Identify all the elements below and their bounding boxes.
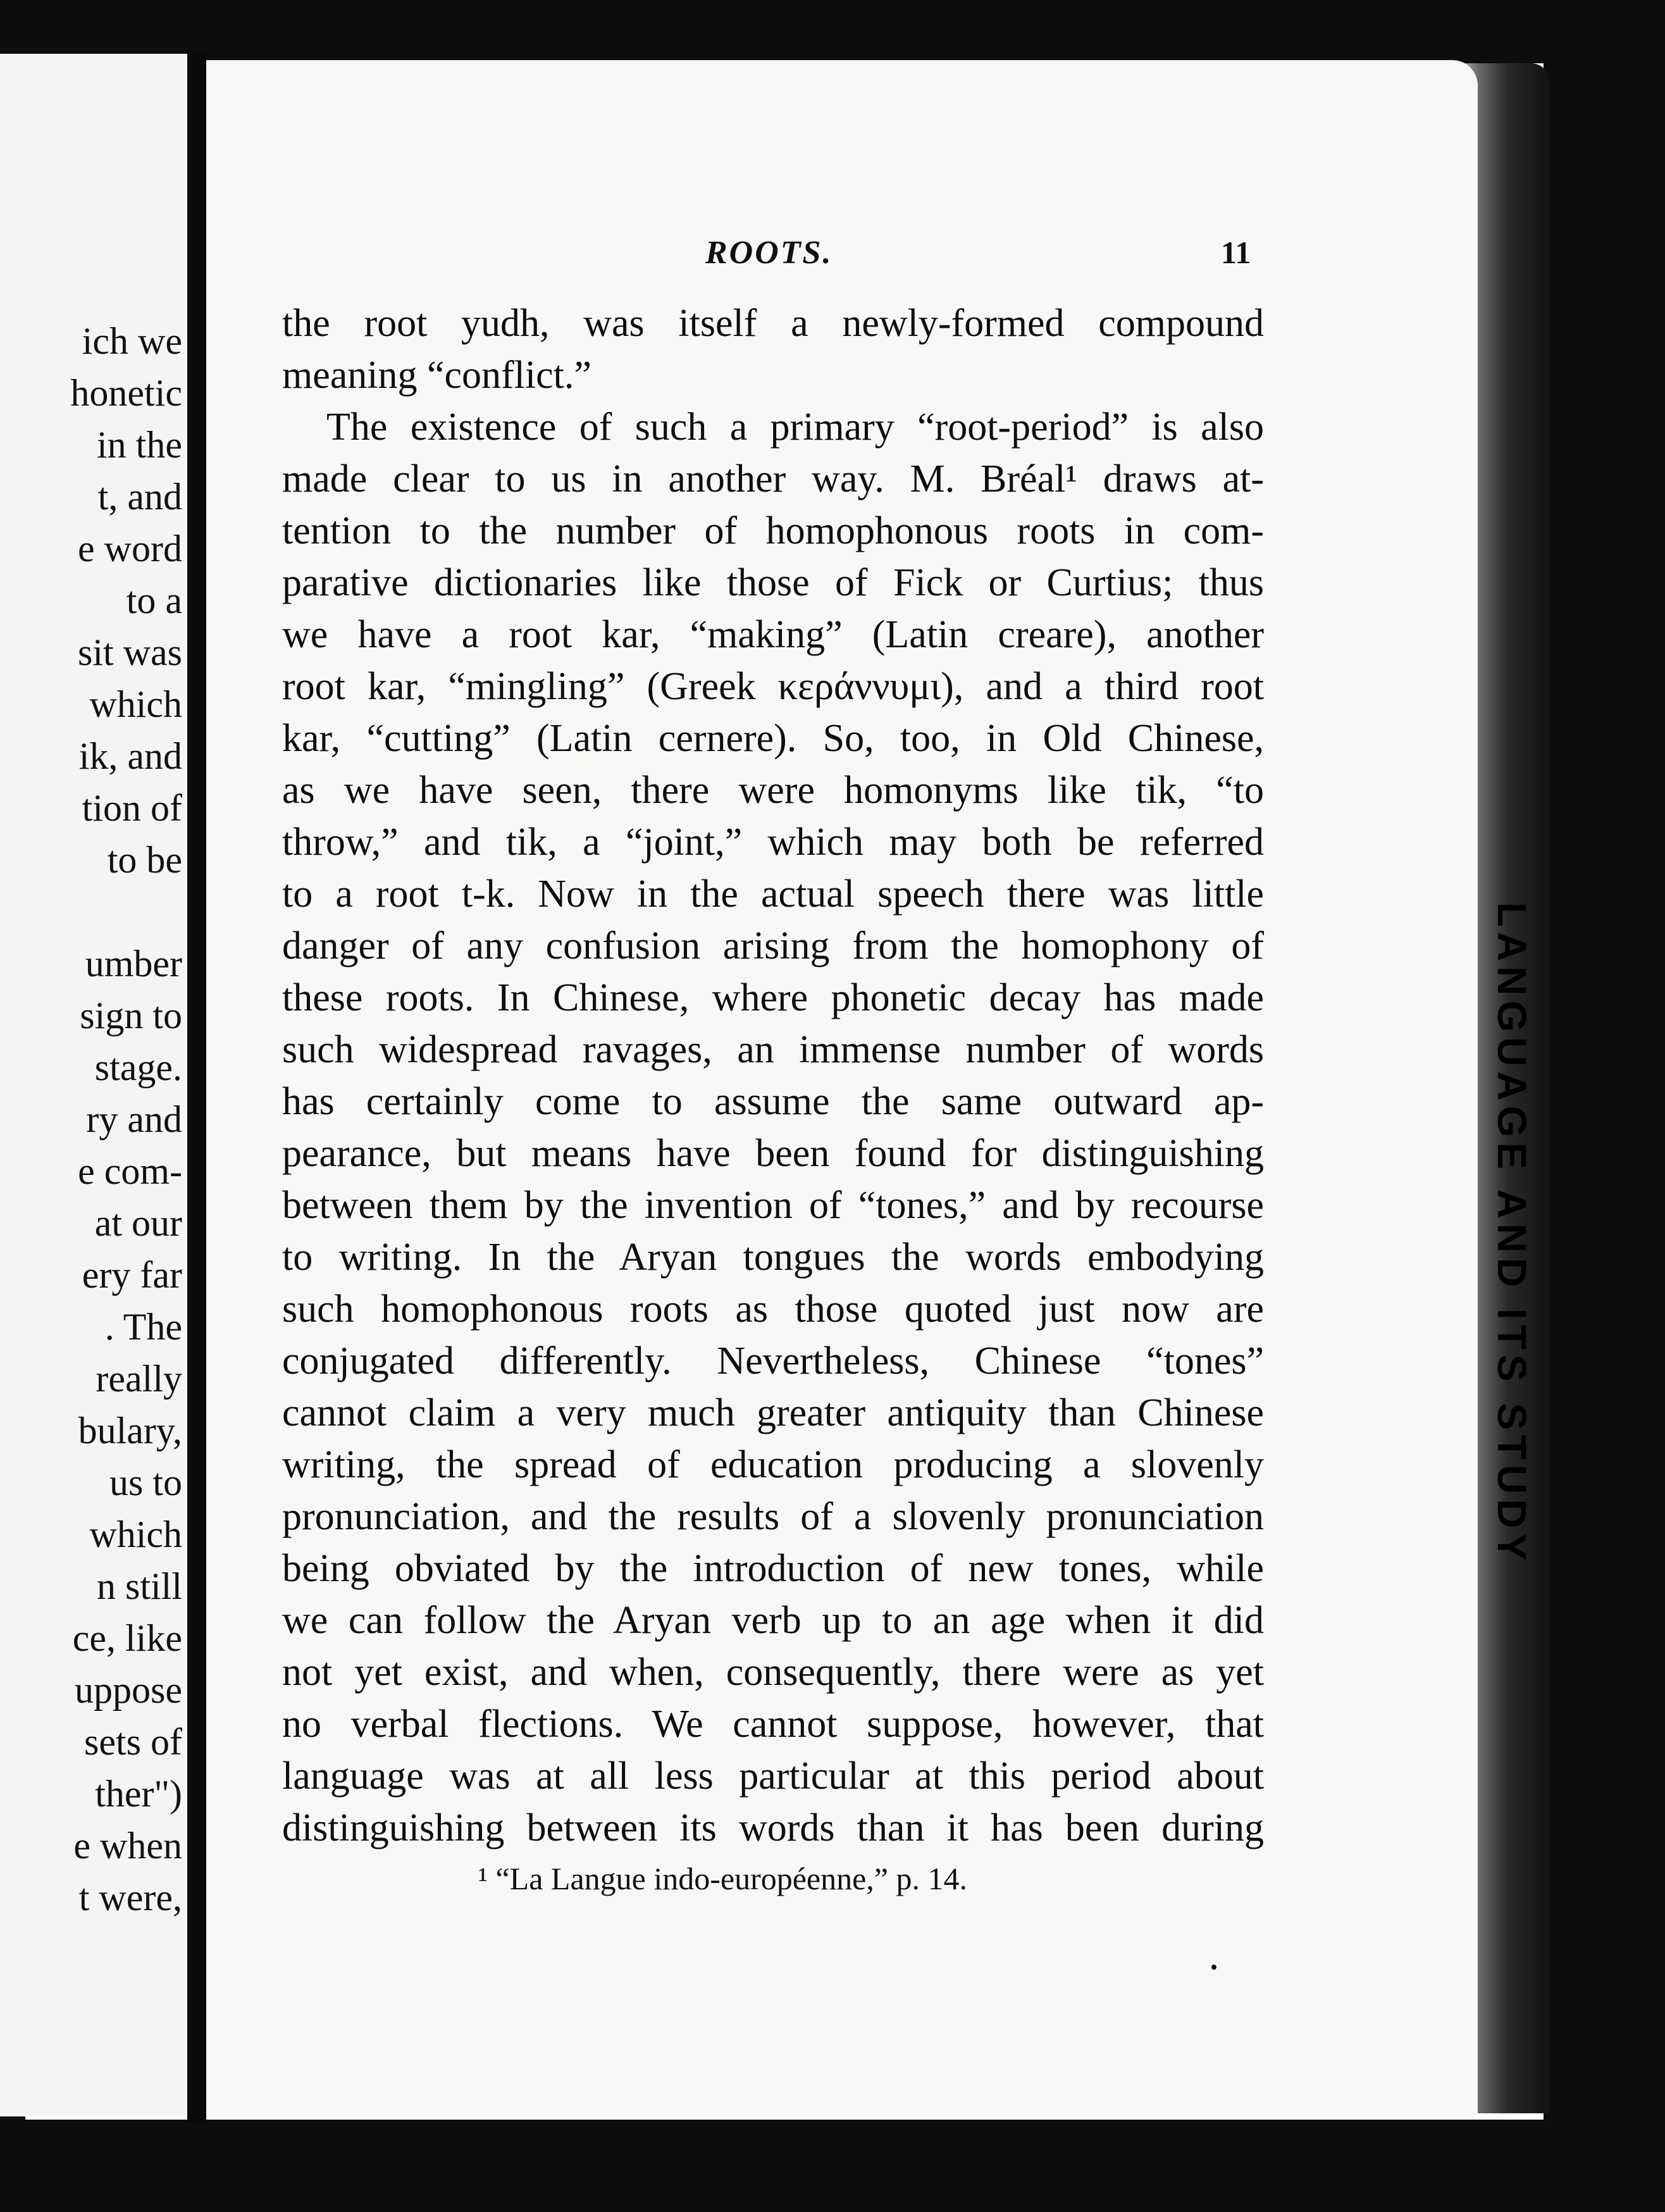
- text-line: we can follow the Aryan verb up to an age when it did: [282, 1599, 1264, 1642]
- text-line: danger of any confusion arising from the homophony of: [282, 924, 1264, 967]
- scan-background-right: [1544, 0, 1665, 2212]
- left-page-line: us to: [109, 1462, 182, 1503]
- left-page-line: in the: [97, 424, 182, 466]
- text-line: not yet exist, and when, consequently, there were as yet: [282, 1651, 1264, 1694]
- left-page-line: sit was: [78, 631, 182, 673]
- text-line: the root yudh, was itself a newly-formed compound: [282, 302, 1264, 345]
- text-line: such homophonous roots as those quoted just now are: [282, 1288, 1264, 1331]
- left-page-line: stage.: [94, 1047, 182, 1088]
- text-line: throw,” and tik, a “joint,” which may both be referred: [282, 821, 1264, 864]
- text-line: cannot claim a very much greater antiquity than Chinese: [282, 1391, 1264, 1434]
- text-line: writing, the spread of education producing a slovenly: [282, 1443, 1264, 1486]
- left-page-line: . The: [104, 1306, 182, 1348]
- text-line: tention to the number of homophonous roots in com-: [282, 509, 1264, 552]
- left-page-line: bulary,: [78, 1410, 182, 1451]
- text-line: kar, “cutting” (Latin cernere). So, too, in Old Chinese,: [282, 717, 1264, 760]
- text-line: as we have seen, there were homonyms like tik, “to: [282, 769, 1264, 812]
- text-line: pronunciation, and the results of a slovenly pronunciation: [282, 1495, 1264, 1538]
- left-page-line: to a: [126, 580, 182, 621]
- text-line: between them by the invention of “tones,” and by recourse: [282, 1184, 1264, 1227]
- book-gutter: [187, 54, 206, 2123]
- text-line: we have a root kar, “making” (Latin creare), another: [282, 613, 1264, 656]
- text-line: no verbal flections. We cannot suppose, however, that: [282, 1703, 1264, 1746]
- left-page-line: uppose: [75, 1669, 182, 1711]
- footnote: ¹ “La Langue indo-européenne,” p. 14.: [478, 1861, 967, 1896]
- left-page-line: at our: [94, 1202, 182, 1244]
- spine-text: LANGUAGE AND ITS STUDY: [1489, 902, 1535, 1566]
- running-title: ROOTS.: [705, 235, 833, 271]
- text-line: has certainly come to assume the same outward ap-: [282, 1080, 1264, 1123]
- text-line: to a root t-k. Now in the actual speech there was little: [282, 873, 1264, 916]
- left-page-line: which: [89, 1513, 182, 1555]
- left-page-line: e com-: [78, 1150, 182, 1192]
- body-text: [282, 297, 1264, 1854]
- left-page-line: ik, and: [78, 735, 182, 777]
- scan-background-top: [0, 0, 1665, 63]
- page-header: [0, 234, 1665, 285]
- left-page-line: t were,: [78, 1877, 182, 1918]
- text-line: made clear to us in another way. M. Bréal¹ draws at-: [282, 457, 1264, 500]
- spine-label: [1489, 506, 1535, 1961]
- text-line: these roots. In Chinese, where phonetic decay has made: [282, 976, 1264, 1019]
- left-page-line: e when: [73, 1825, 182, 1867]
- left-page-line: honetic: [70, 372, 182, 414]
- left-page-line: umber: [85, 943, 182, 985]
- text-line: to writing. In the Aryan tongues the words embodying: [282, 1236, 1264, 1279]
- left-page-line: ce, like: [72, 1617, 182, 1659]
- scan-background-bottom: [0, 2120, 1665, 2212]
- text-line: being obviated by the introduction of new tones, while: [282, 1547, 1264, 1590]
- left-page-line: ry and: [86, 1098, 182, 1140]
- text-line: The existence of such a primary “root-period” is also: [326, 406, 1264, 449]
- text-line: pearance, but means have been found for distinguishing: [282, 1132, 1264, 1175]
- left-page-line: e word: [78, 528, 182, 569]
- left-page-line: ther"): [95, 1773, 182, 1815]
- left-page-line: ich we: [82, 320, 182, 362]
- scan-speck: [1211, 1965, 1216, 1970]
- left-page-line: sets of: [84, 1721, 182, 1763]
- text-line: distinguishing between its words than it has been during: [282, 1806, 1264, 1849]
- page-number: 11: [1221, 235, 1251, 270]
- text-line: language was at all less particular at this period about: [282, 1755, 1264, 1798]
- text-line: meaning “conflict.”: [282, 354, 591, 397]
- left-page-line: really: [96, 1358, 182, 1400]
- text-line: such widespread ravages, an immense number of words: [282, 1028, 1264, 1071]
- left-page-line: n still: [96, 1565, 182, 1607]
- left-page-line: tion of: [82, 787, 182, 829]
- text-line: conjugated differently. Nevertheless, Chinese “tones”: [282, 1339, 1264, 1382]
- left-page-line: sign to: [80, 995, 182, 1036]
- left-page-line: which: [89, 683, 182, 725]
- text-line: parative dictionaries like those of Fick or Curtius; thus: [282, 561, 1264, 604]
- left-facing-page: [0, 54, 190, 2116]
- left-page-line: to be: [107, 839, 182, 881]
- left-page-line: ery far: [82, 1254, 182, 1296]
- left-page-line: t, and: [97, 476, 182, 518]
- text-line: root kar, “mingling” (Greek κεράννυμι), and a third root: [282, 665, 1264, 708]
